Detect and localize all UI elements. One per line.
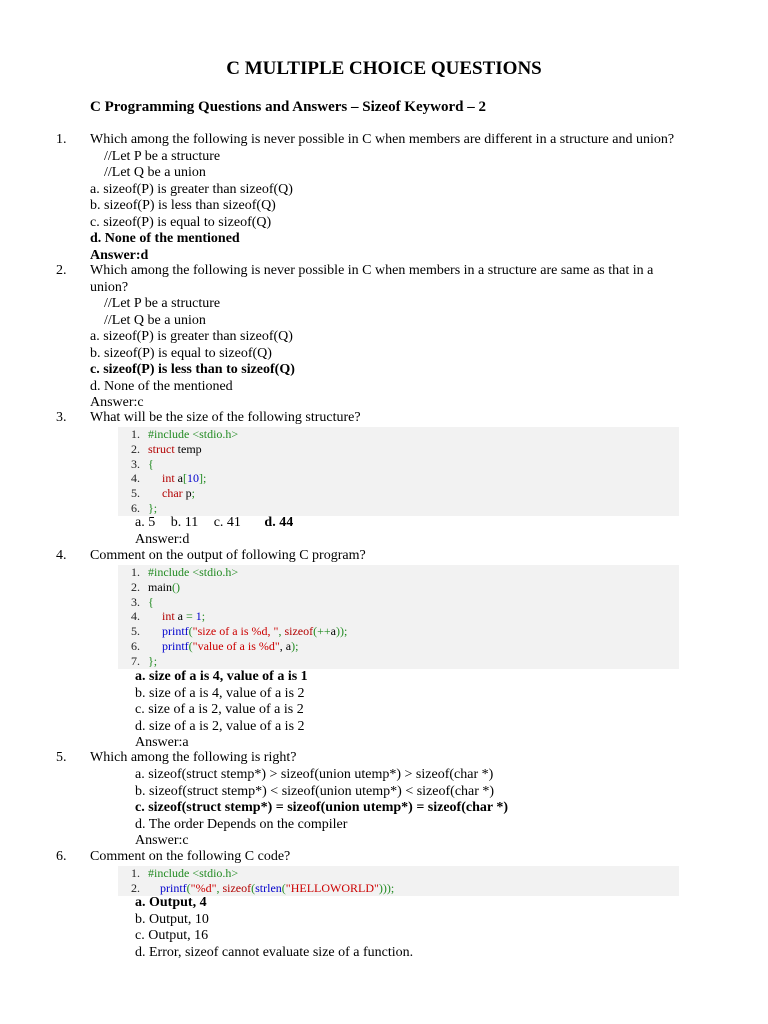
code-line bbox=[118, 457, 679, 472]
question-number: 4. bbox=[56, 548, 67, 563]
question-number: 5. bbox=[56, 750, 67, 765]
question-text: Which among the following is never possible in C when members in a structure are same as that in a bbox=[90, 263, 654, 278]
code-text: ]; bbox=[199, 471, 207, 486]
code-text: ( bbox=[188, 638, 193, 653]
option-b: b. sizeof(struct stemp*) < sizeof(union utemp*) < sizeof(char *) bbox=[135, 783, 495, 799]
code-block-q4 bbox=[118, 565, 679, 669]
code-text: { bbox=[148, 594, 154, 609]
answer: Answer:c bbox=[90, 395, 144, 410]
code-function: strlen bbox=[255, 880, 282, 895]
code-text: a bbox=[174, 609, 186, 624]
code-keyword: int bbox=[162, 609, 175, 624]
code-line bbox=[118, 639, 679, 654]
code-keyword: int bbox=[162, 471, 175, 486]
option-c: c. sizeof(P) is equal to sizeof(Q) bbox=[90, 214, 272, 230]
line-number: 4. bbox=[131, 609, 140, 624]
code-line bbox=[118, 427, 679, 442]
option-d: d. Error, sizeof cannot evaluate size of a function. bbox=[135, 944, 414, 960]
code-function: main bbox=[148, 579, 172, 594]
code-keyword: sizeof bbox=[222, 880, 252, 895]
code-text: a bbox=[330, 624, 336, 639]
line-number: 3. bbox=[131, 594, 140, 609]
code-text: }; bbox=[148, 653, 158, 668]
option-b: b. size of a is 4, value of a is 2 bbox=[135, 685, 305, 701]
code-text: #include <stdio.h> bbox=[148, 565, 239, 579]
code-text: }; bbox=[148, 500, 158, 515]
code-keyword: char bbox=[162, 486, 183, 501]
line-number: 1. bbox=[131, 427, 140, 441]
code-text: #include <stdio.h> bbox=[148, 866, 239, 880]
code-function: printf bbox=[162, 638, 189, 653]
option-c: c. size of a is 2, value of a is 2 bbox=[135, 702, 304, 717]
code-line bbox=[118, 580, 679, 595]
code-text: ( bbox=[281, 880, 286, 895]
question-number: 2. bbox=[56, 263, 67, 278]
option-a: a. 5 bbox=[135, 515, 156, 530]
question-text: Which among the following is never possible in C when members are different in a structure and union? bbox=[90, 132, 675, 147]
code-block-q3 bbox=[118, 427, 679, 516]
code-text: , bbox=[216, 880, 223, 895]
line-number: 7. bbox=[131, 653, 140, 668]
option-a-correct: a. size of a is 4, value of a is 1 bbox=[135, 669, 308, 684]
question-text: Comment on the output of following C program? bbox=[90, 548, 366, 563]
code-comment: //Let P be a structure bbox=[104, 148, 221, 164]
code-comment: //Let Q be a union bbox=[104, 165, 206, 180]
answer: Answer:d bbox=[90, 247, 149, 263]
line-number: 6. bbox=[131, 638, 140, 653]
code-text: ( bbox=[186, 880, 191, 895]
code-comment: //Let P be a structure bbox=[104, 296, 221, 311]
code-string: "%d" bbox=[190, 880, 217, 895]
code-line bbox=[118, 501, 679, 516]
line-number: 6. bbox=[131, 500, 140, 515]
code-text: #include <stdio.h> bbox=[148, 427, 239, 441]
code-comment: //Let Q be a union bbox=[104, 312, 206, 328]
code-line bbox=[118, 565, 679, 580]
code-text: ))); bbox=[378, 880, 395, 895]
code-text: temp bbox=[174, 441, 202, 456]
code-text: = bbox=[186, 609, 193, 624]
option-a: a. sizeof(P) is greater than sizeof(Q) bbox=[90, 329, 293, 344]
code-string: "size of a is %d, " bbox=[192, 624, 279, 639]
line-number: 2. bbox=[131, 579, 140, 594]
code-string: "value of a is %d" bbox=[192, 638, 280, 653]
option-a: a. sizeof(struct stemp*) > sizeof(union utemp*) > sizeof(char *) bbox=[135, 767, 494, 782]
option-b: b. sizeof(P) is equal to sizeof(Q) bbox=[90, 345, 272, 361]
code-line bbox=[118, 881, 679, 896]
option-d: d. None of the mentioned bbox=[90, 378, 233, 394]
question-text: Comment on the following C code? bbox=[90, 849, 291, 864]
code-text: ( bbox=[251, 880, 256, 895]
question-text: Which among the following is right? bbox=[90, 750, 297, 765]
line-number: 3. bbox=[131, 456, 140, 471]
code-text: ( bbox=[188, 624, 193, 639]
options-row-q3 bbox=[135, 515, 305, 532]
line-number: 5. bbox=[131, 624, 140, 639]
options-q5 bbox=[135, 767, 508, 850]
code-function: printf bbox=[160, 880, 187, 895]
option-d: d. size of a is 2, value of a is 2 bbox=[135, 718, 305, 734]
code-keyword: struct bbox=[148, 441, 175, 456]
code-function: printf bbox=[162, 624, 189, 639]
answer: Answer:d bbox=[135, 532, 190, 547]
option-c-correct: c. sizeof(P) is less than to sizeof(Q) bbox=[90, 362, 295, 377]
code-text: , bbox=[278, 624, 285, 639]
option-c: c. 41 bbox=[213, 515, 241, 530]
answer: Answer:a bbox=[135, 735, 189, 750]
line-number: 5. bbox=[131, 486, 140, 501]
code-line bbox=[118, 471, 679, 486]
code-text: ; bbox=[201, 609, 206, 624]
code-text: { bbox=[148, 456, 154, 471]
code-line bbox=[118, 595, 679, 610]
code-line bbox=[118, 486, 679, 501]
question-number: 6. bbox=[56, 849, 67, 864]
line-number: 1. bbox=[131, 866, 140, 880]
code-line bbox=[118, 654, 679, 669]
code-text: ++ bbox=[317, 624, 331, 639]
option-d: d. The order Depends on the compiler bbox=[135, 816, 348, 832]
code-text: [ bbox=[183, 471, 187, 486]
line-number: 1. bbox=[131, 565, 140, 579]
option-c-correct: c. sizeof(struct stemp*) = sizeof(union utemp*) = sizeof(char *) bbox=[135, 800, 509, 815]
code-number: 10 bbox=[187, 471, 199, 486]
code-text: a bbox=[174, 471, 183, 486]
code-line bbox=[118, 866, 679, 881]
line-number: 2. bbox=[131, 880, 140, 895]
question-text: What will be the size of the following structure? bbox=[90, 410, 361, 425]
option-d-correct: d. None of the mentioned bbox=[90, 231, 240, 246]
code-text: p bbox=[182, 486, 192, 501]
options-q4 bbox=[135, 669, 308, 752]
option-c: c. Output, 16 bbox=[135, 928, 209, 943]
code-line bbox=[118, 624, 679, 639]
answer: Answer:c bbox=[135, 833, 189, 848]
code-string: "HELLOWORLD" bbox=[285, 880, 379, 895]
code-number: 1 bbox=[192, 609, 202, 624]
option-a: a. sizeof(P) is greater than sizeof(Q) bbox=[90, 181, 293, 197]
code-text: () bbox=[172, 579, 180, 594]
code-text: , a bbox=[279, 638, 292, 653]
line-number: 4. bbox=[131, 471, 140, 486]
option-b: b. Output, 10 bbox=[135, 911, 209, 927]
code-line bbox=[118, 609, 679, 624]
option-a-correct: a. Output, 4 bbox=[135, 895, 207, 910]
section-subtitle: C Programming Questions and Answers – Sizeof Keyword – 2 bbox=[90, 99, 486, 115]
option-b: b. 11 bbox=[170, 515, 199, 530]
code-text: )); bbox=[335, 624, 348, 639]
question-number: 3. bbox=[56, 410, 67, 425]
options-q6 bbox=[135, 895, 413, 961]
code-text: ; bbox=[191, 486, 195, 501]
page-title: C MULTIPLE CHOICE QUESTIONS bbox=[226, 58, 542, 79]
question-text-cont: union? bbox=[90, 279, 129, 295]
option-b: b. sizeof(P) is less than sizeof(Q) bbox=[90, 198, 276, 213]
line-number: 2. bbox=[131, 441, 140, 456]
question-number: 1. bbox=[56, 132, 67, 147]
code-block-q6 bbox=[118, 866, 679, 896]
code-line bbox=[118, 442, 679, 457]
option-d-correct: d. 44 bbox=[264, 515, 294, 530]
code-text: ); bbox=[291, 638, 299, 653]
code-keyword: sizeof bbox=[284, 624, 314, 639]
code-text: ( bbox=[313, 624, 318, 639]
